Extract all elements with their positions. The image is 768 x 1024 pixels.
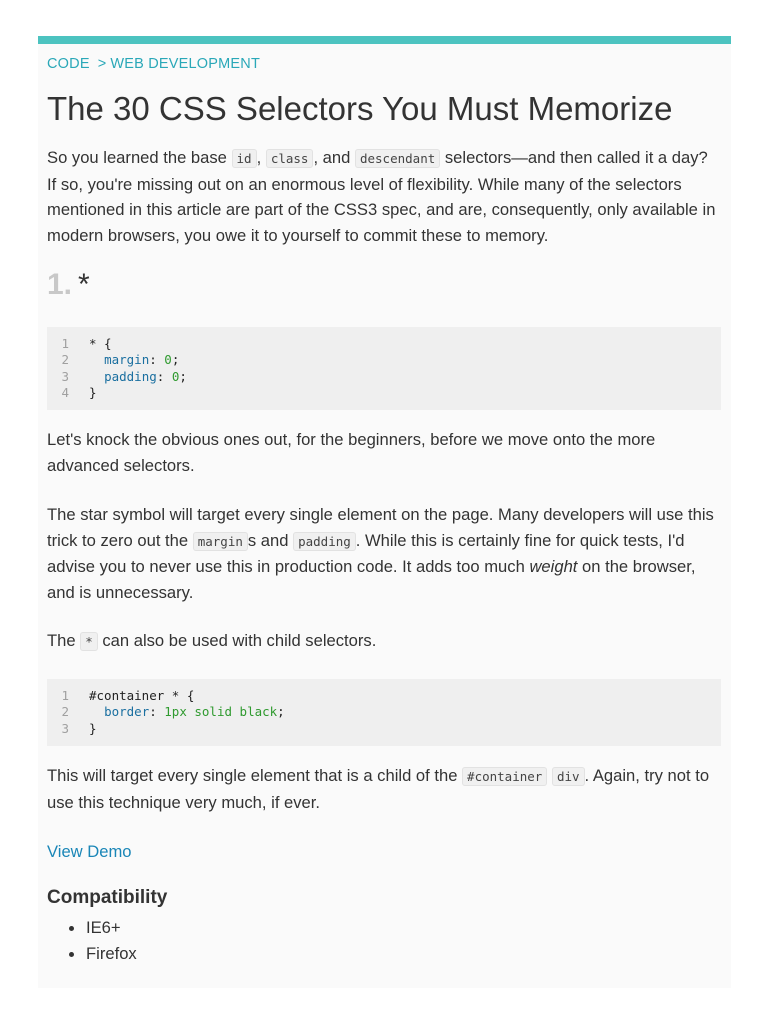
code-line: 2 margin: 0; xyxy=(61,352,180,368)
view-demo-link[interactable]: View Demo xyxy=(47,842,132,861)
intro-paragraph: So you learned the base id , class , and descendant selectors—and then called it a day? If so, you're missing out on an enormous level of flexibility. While many of the selectors mentioned in this article are part of the CSS3 spec, and are, consequently, only available in modern browsers, you owe it to yourself to commit these to memory. xyxy=(47,148,716,246)
section-number: 1. xyxy=(47,268,73,301)
page-title: The 30 CSS Selectors You Must Memorize xyxy=(47,90,673,127)
code-line: 3 padding: 0; xyxy=(61,368,187,384)
list-item: IE6+ xyxy=(86,915,137,941)
inline-code-container: #container xyxy=(462,767,547,786)
inline-code-descendant: descendant xyxy=(355,149,440,168)
breadcrumb-web-development[interactable]: WEB DEVELOPMENT xyxy=(110,56,261,72)
code-block-1 xyxy=(47,327,721,410)
emphasis-weight: weight xyxy=(529,557,578,577)
list-item: Firefox xyxy=(86,941,137,967)
section-heading xyxy=(47,268,90,302)
inline-code-margin: margin xyxy=(193,532,248,551)
accent-bar xyxy=(38,36,731,44)
paragraph-container: This will target every single element that is a child of the #container div . Again, try not to use this technique very much, if ever. xyxy=(47,766,710,812)
code-line: 3 } xyxy=(61,720,97,736)
inline-code-star: * xyxy=(80,632,98,651)
breadcrumb-separator: > xyxy=(97,56,107,72)
code-line: 1 #container * { xyxy=(61,688,195,703)
inline-code-padding: padding xyxy=(293,532,356,551)
inline-code-class: class xyxy=(266,149,314,168)
breadcrumb-code[interactable]: CODE xyxy=(47,56,90,72)
breadcrumb xyxy=(47,56,260,72)
code-line: 4 } xyxy=(61,384,97,400)
paragraph-child: The * can also be used with child selectors. xyxy=(47,631,377,650)
section-title: * xyxy=(78,268,90,301)
compatibility-list xyxy=(47,915,137,966)
code-line: 2 border: 1px solid black; xyxy=(61,704,285,720)
paragraph-star: The star symbol will target every single element on the page. Many developers will use this trick to zero out the margin s and padding . While this is certainly fine for quick tests, I'd advise you to never use this in production code. It adds too much weight on the browser, and is unnecessary. xyxy=(47,505,714,603)
code-line: 1 * { xyxy=(61,336,112,351)
code-block-2 xyxy=(47,679,721,746)
inline-code-div: div xyxy=(552,767,585,786)
compatibility-heading: Compatibility xyxy=(47,887,168,908)
inline-code-id: id xyxy=(232,149,257,168)
paragraph-basics: Let's knock the obvious ones out, for the beginners, before we move onto the more advanced selectors. xyxy=(47,430,656,475)
